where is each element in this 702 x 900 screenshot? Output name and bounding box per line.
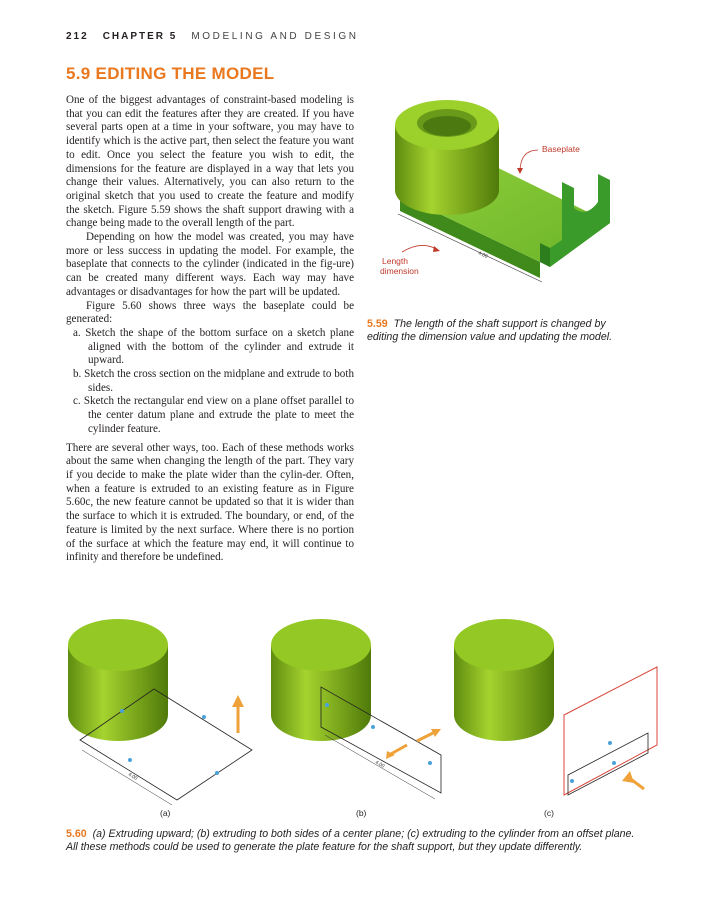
list-item: b. Sketch the cross section on the midplane and extrude to both sides. (73, 368, 354, 394)
cylinder-hole-shadow (423, 116, 471, 136)
body-text (66, 94, 354, 565)
constraint-marker (120, 709, 124, 713)
dimension-value: 4.00 (374, 759, 386, 770)
figure-5-60b-label: (b) (356, 808, 367, 818)
figure-5-60c (452, 605, 662, 805)
length-arrowhead (433, 246, 440, 252)
list-item: c. Sketch the rectangular end view on a plane offset parallel to the center datum plane and extrude the plate to meet the cylinder feature. (73, 395, 354, 435)
constraint-marker (128, 758, 132, 762)
section-heading: 5.9 EDITING THE MODEL (66, 64, 275, 83)
constraint-marker (325, 703, 329, 707)
extrude-arrowhead (622, 771, 634, 783)
figure-5-60c-label: (c) (544, 808, 554, 818)
constraint-marker (612, 761, 616, 765)
figure-5-60a-label: (a) (160, 808, 171, 818)
baseplate-callout-arrow (520, 150, 538, 172)
end-view-sketch (568, 733, 648, 795)
constraint-marker (371, 725, 375, 729)
dimension-value: 4.00 (126, 771, 139, 782)
cylinder-top (454, 619, 554, 671)
extrude-arrowhead (232, 695, 244, 707)
caption-text: (a) Extruding upward; (b) extruding to both sides of a center plane; (c) extruding to the cylinder from an offset plane. All these methods could be used to generate the plate feature for the shaft support, but they update differently. (66, 828, 635, 853)
paragraph-3: Figure 5.60 shows three ways the baseplate could be generated: (66, 299, 354, 326)
caption-number: 5.60 (66, 828, 87, 840)
figure-5-60-caption (66, 828, 646, 854)
length-callout-arrow (402, 245, 438, 252)
length-dimension-value: 4.00 (477, 250, 489, 260)
offset-datum-plane (564, 667, 657, 795)
extrude-arrow-back (417, 733, 433, 741)
length-label-line2: dimension (380, 266, 419, 276)
running-header (66, 31, 359, 42)
constraint-marker (570, 779, 574, 783)
figure-5-60b (265, 605, 465, 805)
constraint-marker (215, 771, 219, 775)
cylinder-top (68, 619, 168, 671)
paragraph-1: One of the biggest advantages of constraint-based modeling is that you can edit the features after they are created. If you have several parts open at a time in your software, you may have to identify which is the active part, then select the feature you want to edit. Once you select the feature you wish to edit, the dimensions for the feature are displayed in a way that lets you change their values. Alternatively, you can also return to the original sketch that you used to create the feature and modify the sketch. Figure 5.59 shows the shaft support drawing with a change being made to the overall length of the part. (66, 94, 354, 230)
constraint-marker (608, 741, 612, 745)
methods-list (66, 327, 354, 437)
figure-5-59-shaft-support (360, 90, 630, 315)
caption-text: The length of the shaft support is changed by editing the dimension value and updating the model. (367, 318, 613, 343)
cylinder-top (271, 619, 371, 671)
constraint-marker (202, 715, 206, 719)
baseplate-arrowhead (517, 168, 523, 174)
paragraph-2: Depending on how the model was created, you may have more or less success in updating the model. For example, the baseplate that connects to the cylinder (indicated in the fig-ure) can be created many different ways. Each way may have advantages or disadvantages for how the part will be updated. (66, 231, 354, 298)
page-number: 212 (66, 31, 89, 42)
list-item: a. Sketch the shape of the bottom surface on a sketch plane aligned with the bottom of the cylinder and extrude it upward. (73, 326, 354, 367)
figure-5-60a (62, 605, 262, 805)
constraint-marker (428, 761, 432, 765)
paragraph-4: There are several other ways, too. Each of these methods works about the same when changing the length of the part. They vary if you decide to make the plate wider than the cylin-der. Often, when a feature is extruded to an existing feature as in Figure 5.60c, the new feature cannot be updated so that it is wider than the surface to which it is extruded. The boundary, or end, of the feature is limited by the next surface. Where there is no portion of the surface at which the feature may end, it will continue to infinity and therefore be undefined. (66, 441, 354, 564)
length-label-line1: Length (382, 256, 408, 266)
caption-number: 5.59 (367, 318, 388, 330)
chapter-label: CHAPTER 5 (102, 31, 178, 42)
baseplate-label: Baseplate (542, 144, 580, 154)
figure-5-59-caption (367, 318, 635, 344)
chapter-title: MODELING AND DESIGN (191, 31, 359, 42)
dimension-line (82, 750, 172, 805)
